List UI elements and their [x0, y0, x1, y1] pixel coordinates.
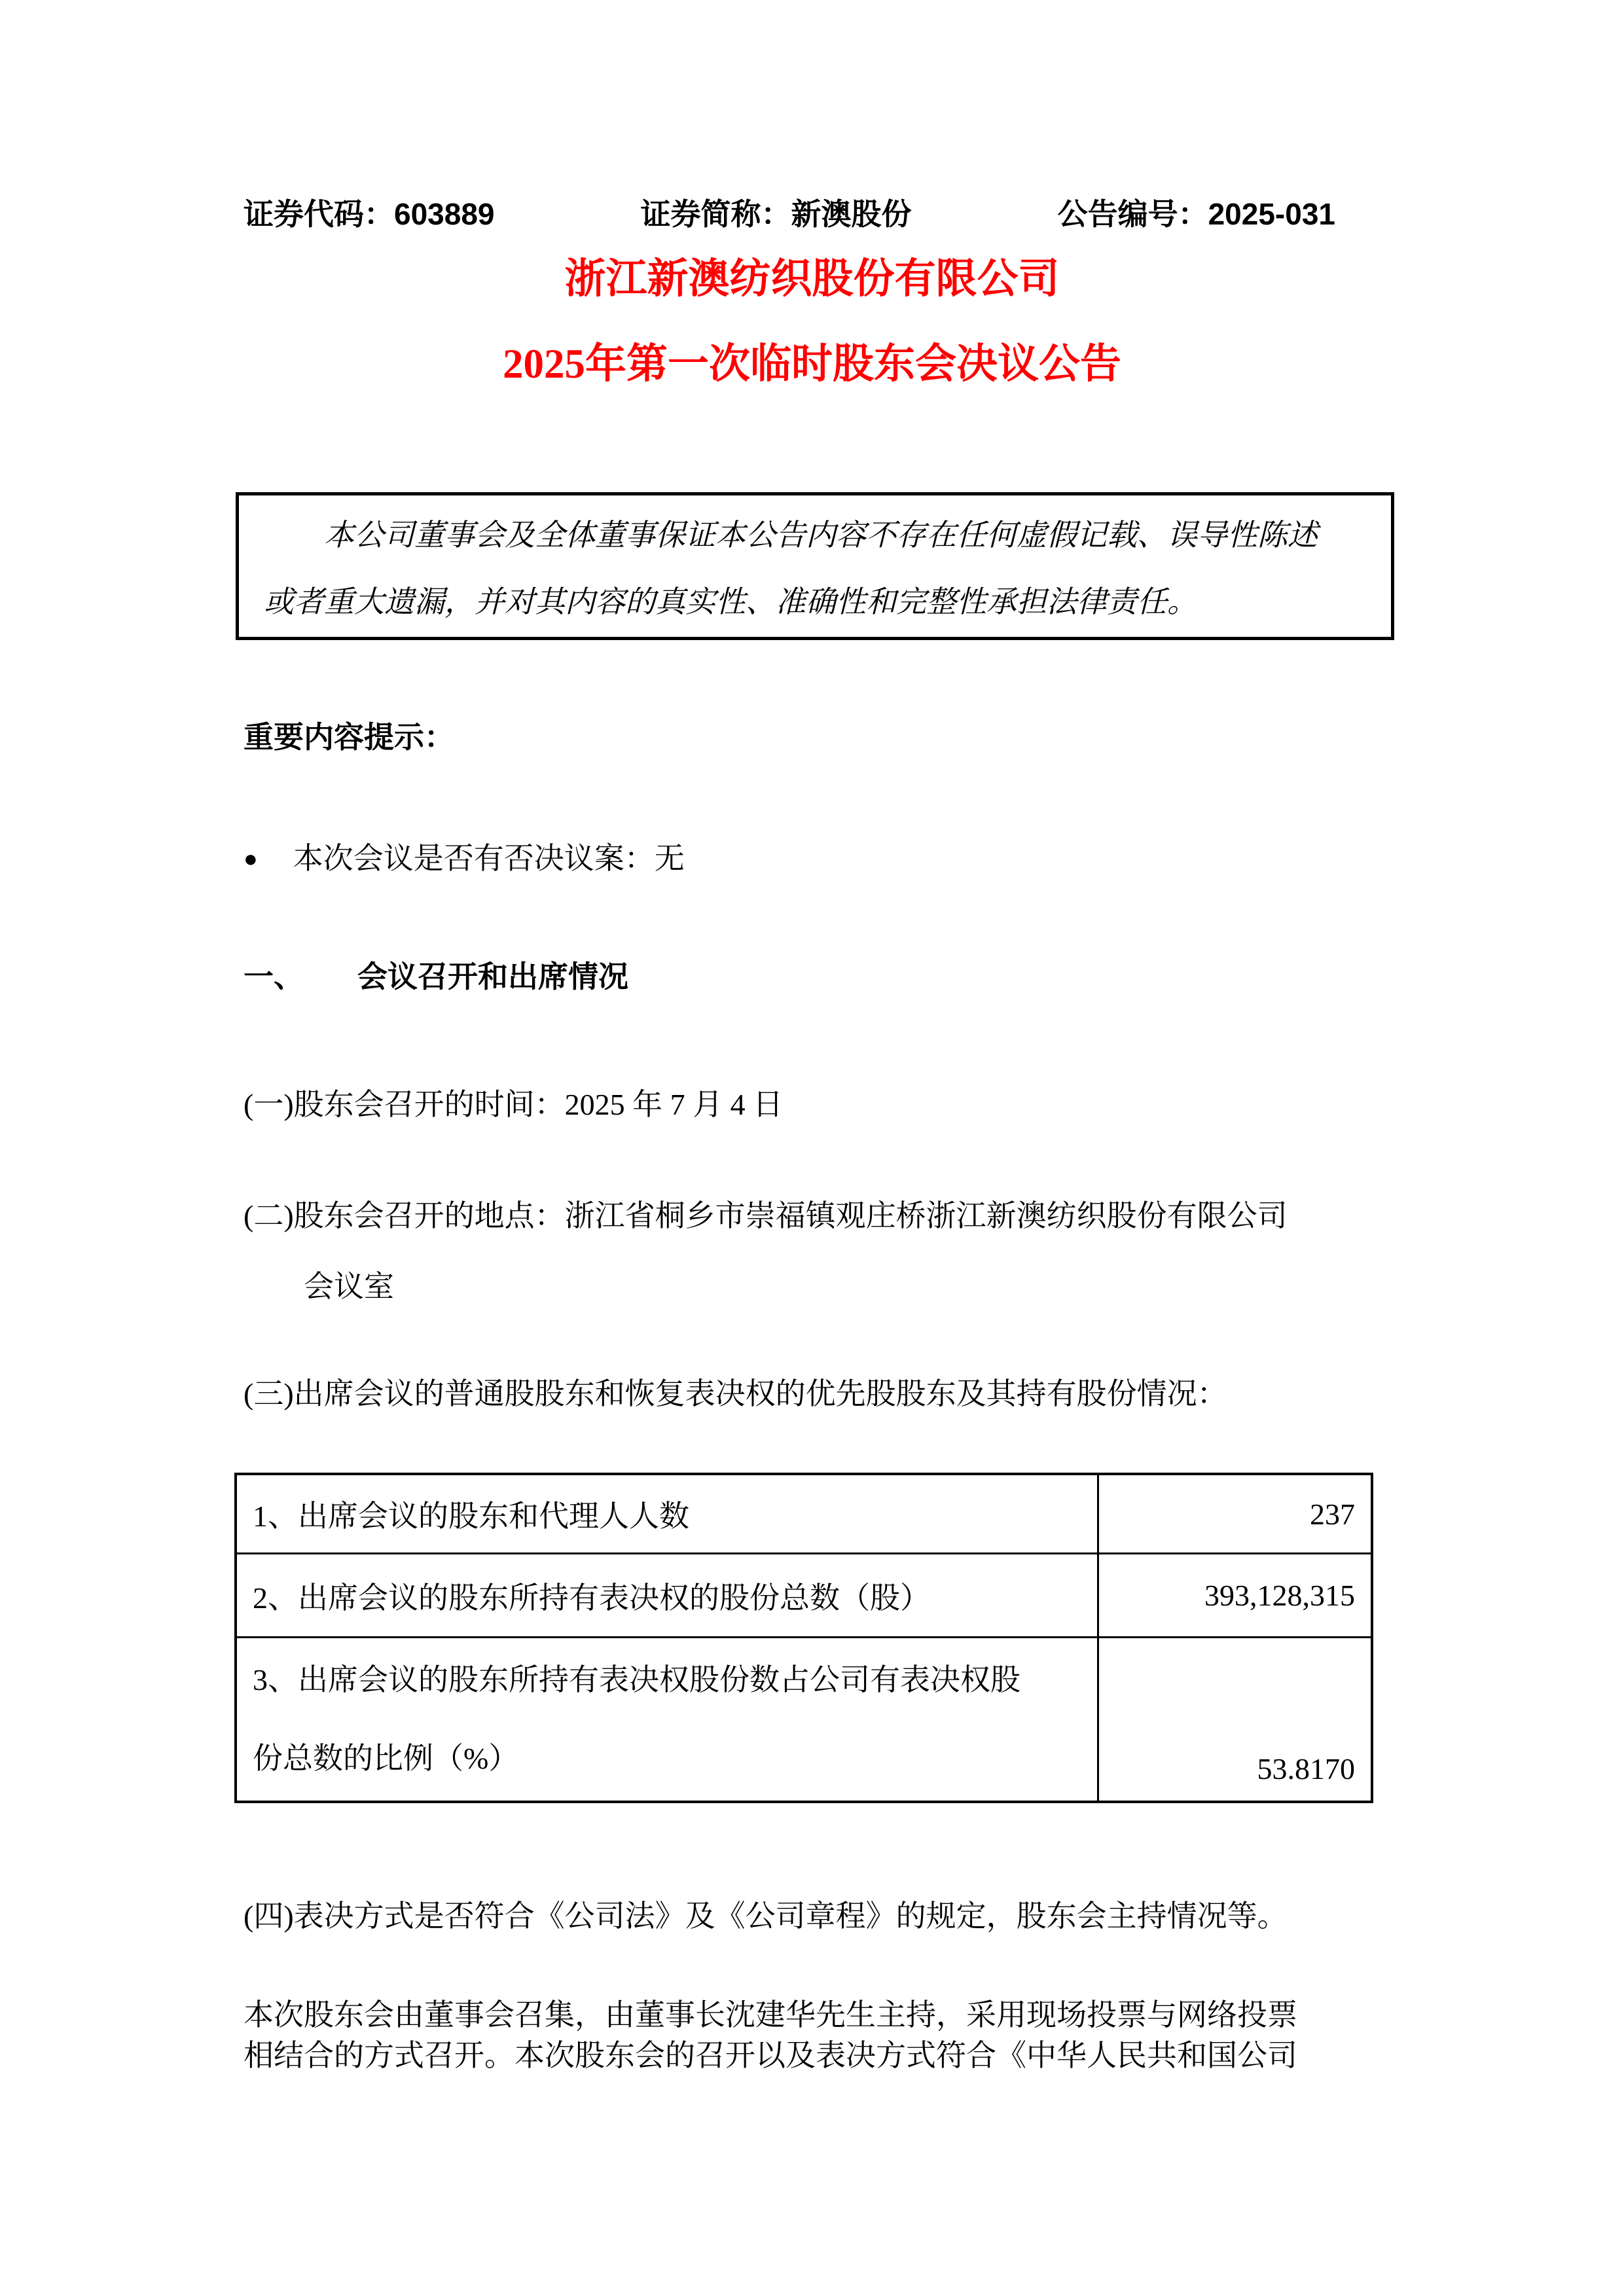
- table-row-3-label-line-2: 份总数的比例（%）: [253, 1742, 519, 1775]
- attendance-table: [234, 1473, 1373, 1803]
- table-row-3-label: [237, 1638, 1099, 1801]
- meeting-time-line: (一)股东会召开的时间：2025 年 7 月 4 日: [244, 1088, 784, 1121]
- attendance-intro-line: (三)出席会议的普通股股东和恢复表决权的优先股股东及其持有股份情况：: [244, 1377, 1227, 1410]
- meeting-place-continuation: 会议室: [304, 1270, 394, 1303]
- section-1-number: 一、: [244, 960, 304, 994]
- table-row-1-label: 1、出席会议的股东和代理人人数: [237, 1475, 1099, 1554]
- veto-bullet-text: 本次会议是否有否决议案：无: [293, 842, 685, 875]
- table-row-1-value: 237: [1099, 1475, 1371, 1554]
- closing-paragraph: [244, 1995, 1386, 2076]
- important-notice-heading: 重要内容提示：: [244, 720, 454, 754]
- stock-name-label: 证券简称：新澳股份: [640, 197, 912, 231]
- table-row-3-value: 53.8170: [1257, 1752, 1355, 1785]
- disclaimer-line-1: 本公司董事会及全体董事保证本公告内容不存在任何虚假记载、误导性陈述: [324, 518, 1318, 552]
- section-1-heading: [244, 960, 628, 994]
- securities-header-row: [244, 198, 1335, 231]
- table-row-2-label: 2、出席会议的股东所持有表决权的股份总数（股）: [237, 1554, 1099, 1638]
- meeting-place-line: (二)股东会召开的地点：浙江省桐乡市崇福镇观庄桥浙江新澳纺织股份有限公司: [244, 1199, 1288, 1232]
- company-name-title: 浙江新澳纺织股份有限公司: [564, 256, 1060, 302]
- stock-code-label: 证券代码：603889: [244, 197, 495, 231]
- table-row-3-label-line-1: 3、出席会议的股东所持有表决权股份数占公司有表决权股: [253, 1663, 1020, 1696]
- section-1-title: 会议召开和出席情况: [357, 960, 628, 994]
- disclaimer-line-2: 或者重大遗漏，并对其内容的真实性、准确性和完整性承担法律责任。: [264, 585, 1197, 619]
- board-disclaimer-box: [236, 492, 1394, 640]
- veto-bullet-item: [244, 842, 685, 876]
- announcement-title: 2025年第一次临时股东会决议公告: [503, 341, 1121, 387]
- table-row-2-value: 393,128,315: [1099, 1554, 1371, 1638]
- bullet-icon: ●: [244, 846, 258, 872]
- announcement-number-label: 公告编号：2025-031: [1057, 197, 1335, 231]
- closing-paragraph-line-2: 相结合的方式召开。本次股东会的召开以及表决方式符合《中华人民共和国公司: [244, 2039, 1297, 2072]
- voting-method-line: (四)表决方式是否符合《公司法》及《公司章程》的规定，股东会主持情况等。: [244, 1899, 1288, 1933]
- closing-paragraph-line-1: 本次股东会由董事会召集，由董事长沈建华先生主持，采用现场投票与网络投票: [244, 1998, 1297, 2032]
